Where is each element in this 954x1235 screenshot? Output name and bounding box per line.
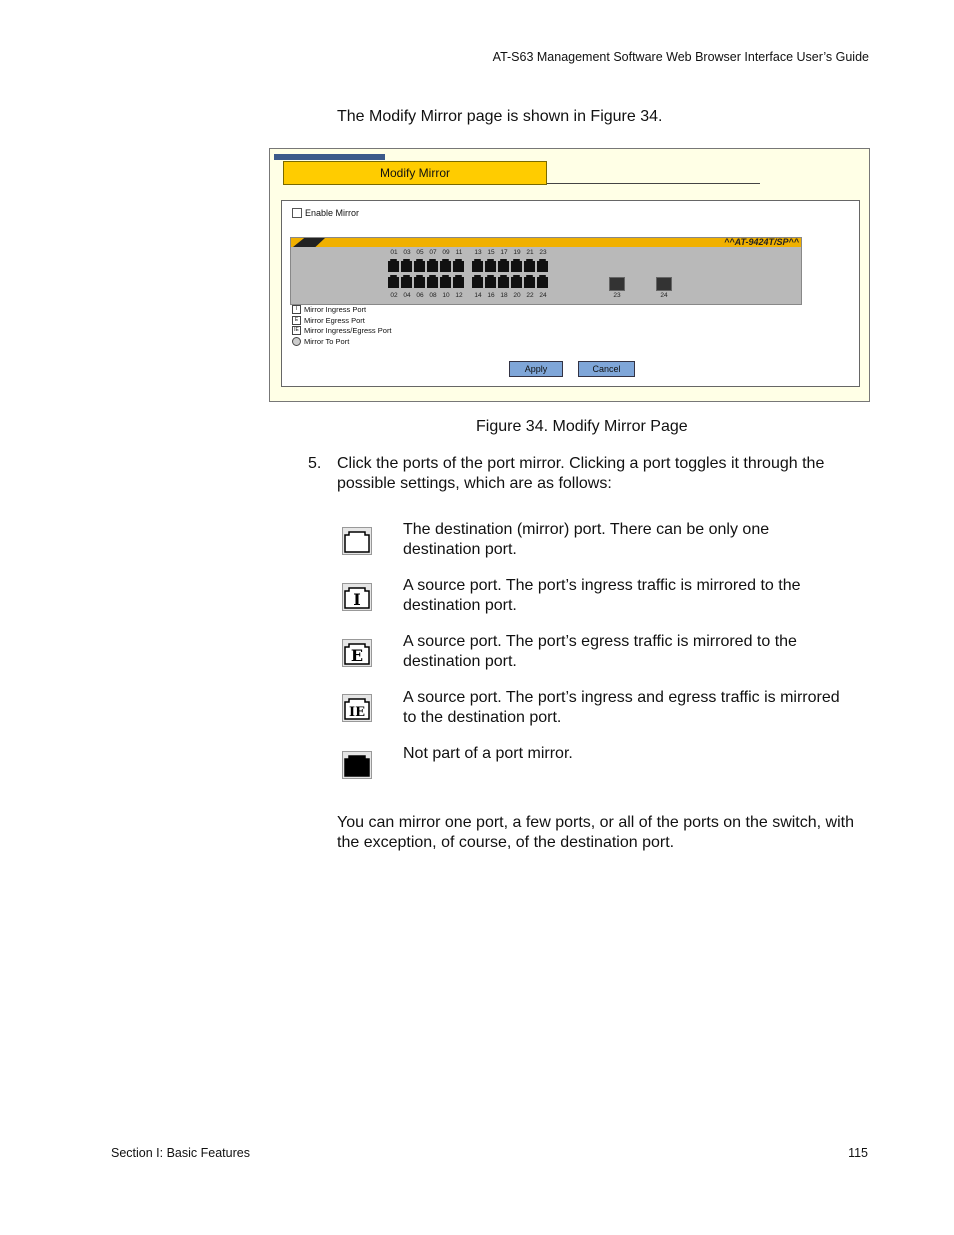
legend-item bbox=[292, 305, 366, 314]
figure-tab-bar bbox=[274, 154, 385, 160]
port-label-top: 23 bbox=[539, 249, 547, 256]
egress-port-icon bbox=[342, 639, 372, 667]
figure-page-title: Modify Mirror bbox=[283, 161, 547, 185]
port-label-top: 13 bbox=[474, 249, 482, 256]
legend-label: Mirror Ingress/Egress Port bbox=[304, 326, 392, 335]
port-label-bottom: 10 bbox=[442, 292, 450, 299]
port-label-top: 21 bbox=[526, 249, 534, 256]
switch-port[interactable] bbox=[453, 259, 464, 272]
switch-port[interactable] bbox=[414, 259, 425, 272]
switch-port[interactable] bbox=[401, 275, 412, 288]
switch-port[interactable] bbox=[537, 275, 548, 288]
switch-port[interactable] bbox=[427, 275, 438, 288]
cancel-button[interactable]: Cancel bbox=[578, 361, 635, 377]
closing-paragraph: You can mirror one port, a few ports, or all of the ports on the switch, with the exception, of course, of the destination port. bbox=[337, 814, 854, 851]
legend-label: Mirror Egress Port bbox=[304, 315, 365, 325]
apply-button[interactable]: Apply bbox=[509, 361, 563, 377]
footer-section: Section I: Basic Features bbox=[111, 1146, 250, 1160]
switch-port[interactable] bbox=[537, 259, 548, 272]
switch-faceplate bbox=[290, 237, 802, 305]
ingress-port-icon bbox=[342, 583, 372, 611]
port-label-bottom: 18 bbox=[500, 292, 508, 299]
svg-text:IE: IE bbox=[349, 705, 365, 720]
switch-port[interactable] bbox=[427, 259, 438, 272]
enable-mirror-option[interactable] bbox=[292, 208, 359, 218]
switch-port[interactable] bbox=[472, 259, 483, 272]
port-label-bottom: 06 bbox=[416, 292, 424, 299]
sfp-port[interactable] bbox=[609, 277, 625, 291]
legend-item bbox=[292, 326, 392, 335]
switch-port[interactable] bbox=[388, 275, 399, 288]
legend-port-icon: E bbox=[292, 316, 301, 325]
switch-port[interactable] bbox=[472, 275, 483, 288]
svg-text:I: I bbox=[353, 590, 361, 609]
legend-port-icon: I bbox=[292, 305, 301, 314]
sfp-port[interactable] bbox=[656, 277, 672, 291]
enable-mirror-label: Enable Mirror bbox=[305, 208, 360, 218]
port-setting-description: Not part of a port mirror. bbox=[403, 745, 573, 762]
step-text: Click the ports of the port mirror. Clicking a port toggles it through the possible settings, which are as follows: bbox=[337, 455, 825, 492]
switch-port[interactable] bbox=[401, 259, 412, 272]
running-header: AT-S63 Management Software Web Browser Interface User’s Guide bbox=[492, 50, 869, 64]
switch-header-bar bbox=[291, 238, 801, 247]
port-label-bottom: 22 bbox=[526, 292, 534, 299]
port-label-top: 19 bbox=[513, 249, 521, 256]
port-label-bottom: 12 bbox=[455, 292, 463, 299]
step-number: 5. bbox=[308, 455, 322, 472]
port-label-top: 03 bbox=[403, 249, 411, 256]
port-setting-description: A source port. The port’s ingress and egress traffic is mirrored to the destination port. bbox=[403, 689, 840, 726]
ingress-egress-port-icon bbox=[342, 694, 372, 722]
vendor-logo-icon bbox=[293, 238, 325, 247]
port-label-bottom: 20 bbox=[513, 292, 521, 299]
port-setting-description: A source port. The port’s ingress traffic is mirrored to the destination port. bbox=[403, 577, 801, 614]
port-label-bottom: 02 bbox=[390, 292, 398, 299]
port-label-top: 09 bbox=[442, 249, 450, 256]
legend-item bbox=[292, 337, 349, 346]
switch-port[interactable] bbox=[524, 275, 535, 288]
switch-port[interactable] bbox=[453, 275, 464, 288]
port-label-bottom: 14 bbox=[474, 292, 482, 299]
port-label-top: 07 bbox=[429, 249, 437, 256]
enable-mirror-checkbox[interactable] bbox=[292, 208, 302, 218]
port-label-top: 15 bbox=[487, 249, 495, 256]
switch-port[interactable] bbox=[511, 275, 522, 288]
switch-port[interactable] bbox=[498, 275, 509, 288]
legend-port-icon: IE bbox=[292, 326, 301, 335]
port-label-bottom: 24 bbox=[539, 292, 547, 299]
port-label-top: 05 bbox=[416, 249, 424, 256]
svg-text:E: E bbox=[350, 646, 364, 665]
port-label-bottom: 16 bbox=[487, 292, 495, 299]
intro-text: The Modify Mirror page is shown in Figure 34. bbox=[337, 108, 663, 125]
switch-port[interactable] bbox=[414, 275, 425, 288]
legend-port-icon bbox=[292, 337, 301, 346]
switch-port[interactable] bbox=[388, 259, 399, 272]
port-label-bottom: 04 bbox=[403, 292, 411, 299]
sfp-port-label: 24 bbox=[660, 292, 668, 299]
legend-label: Mirror To Port bbox=[304, 336, 350, 346]
port-label-bottom: 08 bbox=[429, 292, 437, 299]
unmirrored-port-icon bbox=[342, 751, 372, 779]
port-label-top: 11 bbox=[455, 249, 463, 256]
switch-port[interactable] bbox=[524, 259, 535, 272]
footer-page-number: 115 bbox=[848, 1146, 868, 1160]
switch-port[interactable] bbox=[511, 259, 522, 272]
figure-caption: Figure 34. Modify Mirror Page bbox=[476, 418, 688, 435]
switch-port[interactable] bbox=[440, 275, 451, 288]
switch-model-label: ^^AT-9424T/SP^^ bbox=[724, 237, 799, 247]
switch-port[interactable] bbox=[440, 259, 451, 272]
switch-port[interactable] bbox=[498, 259, 509, 272]
port-setting-description: A source port. The port’s egress traffic is mirrored to the destination port. bbox=[403, 633, 797, 670]
legend-item bbox=[292, 316, 365, 325]
sfp-port-label: 23 bbox=[613, 292, 621, 299]
port-label-top: 01 bbox=[390, 249, 398, 256]
figure-panel bbox=[281, 200, 860, 387]
figure-title-rule bbox=[547, 183, 760, 184]
switch-port[interactable] bbox=[485, 275, 496, 288]
figure-screenshot bbox=[269, 148, 870, 402]
destination-port-icon bbox=[342, 527, 372, 555]
switch-port[interactable] bbox=[485, 259, 496, 272]
legend-label: Mirror Ingress Port bbox=[304, 305, 367, 314]
port-setting-description: The destination (mirror) port. There can be only one destination port. bbox=[403, 521, 770, 558]
port-label-top: 17 bbox=[500, 249, 508, 256]
